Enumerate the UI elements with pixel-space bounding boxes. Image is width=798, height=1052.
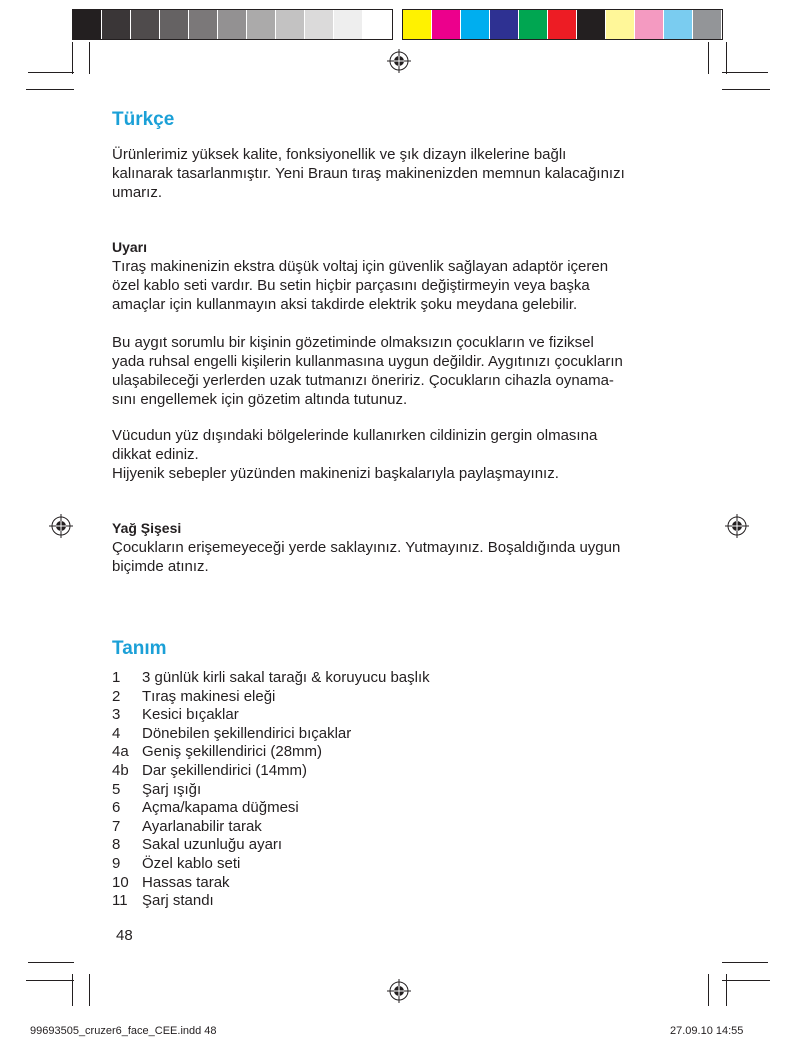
list-item-text: Dar şekillendirici (14mm) bbox=[142, 761, 308, 779]
color-swatch bbox=[548, 10, 577, 39]
warning-line: özel kablo seti vardır. Bu setin hiçbir parçasını değiştirmeyin veya başka bbox=[112, 277, 590, 294]
list-item bbox=[112, 743, 430, 762]
color-swatch bbox=[490, 10, 519, 39]
color-swatch bbox=[102, 10, 131, 39]
supervision-line: yada ruhsal engelli kişilerin kullanmasına uygun değildir. Aygıtınızı çocukların bbox=[112, 353, 623, 370]
registration-mark-icon bbox=[49, 514, 73, 538]
crop-mark bbox=[72, 974, 73, 1006]
list-item-number: 8 bbox=[112, 836, 121, 854]
oil-line: biçimde atınız. bbox=[112, 558, 209, 575]
crop-mark bbox=[708, 974, 709, 1006]
crop-mark bbox=[28, 72, 74, 73]
color-swatch bbox=[189, 10, 218, 39]
crop-mark bbox=[26, 980, 74, 981]
list-item-text: Özel kablo seti bbox=[142, 854, 241, 872]
color-swatch bbox=[693, 10, 722, 39]
parts-list bbox=[112, 669, 430, 911]
list-item-text: Şarj standı bbox=[142, 892, 214, 910]
color-swatch bbox=[276, 10, 305, 39]
skin-line: Hijyenik sebepler yüzünden makinenizi başkalarıyla paylaşmayınız. bbox=[112, 465, 559, 482]
list-item bbox=[112, 725, 430, 744]
list-item bbox=[112, 781, 430, 800]
list-item bbox=[112, 688, 430, 707]
color-swatch bbox=[131, 10, 160, 39]
crop-mark bbox=[89, 974, 90, 1006]
page-number: 48 bbox=[116, 927, 133, 944]
color-swatch bbox=[334, 10, 363, 39]
list-item-text: Sakal uzunluğu ayarı bbox=[142, 836, 283, 854]
footer-filename: 99693505_cruzer6_face_CEE.indd 48 bbox=[30, 1025, 217, 1037]
intro-line: Ürünlerimiz yüksek kalite, fonksiyonellik ve şık dizayn ilkelerine bağlı bbox=[112, 146, 567, 163]
supervision-line: sını engellemek için gözetim altında tutunuz. bbox=[112, 391, 408, 408]
oil-bottle-section bbox=[112, 519, 692, 576]
supervision-line: ulaşabileceği yerlerden uzak tutmanızı öneririz. Çocukların cihazla oynama- bbox=[112, 372, 614, 389]
supervision-line: Bu aygıt sorumlu bir kişinin gözetiminde olmaksızın çocukların ve fiziksel bbox=[112, 334, 594, 351]
list-item-text: Tıraş makinesi eleği bbox=[142, 687, 276, 705]
list-item-number: 5 bbox=[112, 780, 121, 798]
crop-mark bbox=[726, 42, 727, 74]
list-item bbox=[112, 706, 430, 725]
crop-mark bbox=[28, 962, 74, 963]
process-color-bar bbox=[402, 9, 723, 40]
list-item bbox=[112, 669, 430, 688]
crop-mark bbox=[722, 89, 770, 90]
list-item-number: 10 bbox=[112, 873, 129, 891]
supervision-paragraph bbox=[112, 333, 692, 409]
color-swatch bbox=[403, 10, 432, 39]
list-item bbox=[112, 762, 430, 781]
crop-mark bbox=[726, 974, 727, 1006]
skin-line: Vücudun yüz dışındaki bölgelerinde kullanırken cildinizin gergin olmasına bbox=[112, 427, 598, 444]
warning-section bbox=[112, 238, 692, 314]
footer-timestamp: 27.09.10 14:55 bbox=[670, 1025, 744, 1037]
color-swatch bbox=[432, 10, 461, 39]
color-swatch bbox=[160, 10, 189, 39]
list-item bbox=[112, 799, 430, 818]
list-item bbox=[112, 836, 430, 855]
crop-mark bbox=[708, 42, 709, 74]
crop-mark bbox=[72, 42, 73, 74]
intro-paragraph bbox=[112, 145, 692, 202]
oil-line: Çocukların erişemeyeceği yerde saklayınız. Yutmayınız. Boşaldığında uygun bbox=[112, 539, 621, 556]
section-title-tanim: Tanım bbox=[112, 638, 167, 659]
list-item-number: 4b bbox=[112, 761, 129, 779]
crop-mark bbox=[722, 962, 768, 963]
list-item-text: Ayarlanabilir tarak bbox=[142, 817, 262, 835]
color-swatch bbox=[363, 10, 392, 39]
registration-mark-icon bbox=[387, 979, 411, 1003]
list-item-number: 7 bbox=[112, 817, 121, 835]
color-swatch bbox=[247, 10, 276, 39]
list-item-number: 9 bbox=[112, 854, 121, 872]
color-swatch bbox=[305, 10, 334, 39]
list-item-number: 4a bbox=[112, 743, 129, 761]
list-item-text: Kesici bıçaklar bbox=[142, 706, 239, 724]
list-item-number: 3 bbox=[112, 706, 121, 724]
color-swatch bbox=[664, 10, 693, 39]
list-item-number: 11 bbox=[112, 892, 128, 910]
list-item-number: 4 bbox=[112, 724, 121, 742]
registration-mark-icon bbox=[387, 49, 411, 73]
color-swatch bbox=[635, 10, 664, 39]
intro-line: umarız. bbox=[112, 184, 163, 201]
warning-line: Tıraş makinenizin ekstra düşük voltaj için güvenlik sağlayan adaptör içeren bbox=[112, 258, 609, 275]
list-item bbox=[112, 874, 430, 893]
crop-mark bbox=[26, 89, 74, 90]
color-swatch bbox=[577, 10, 606, 39]
warning-line: amaçlar için kullanmayın aksi takdirde elektrik şoku meydana gelebilir. bbox=[112, 296, 578, 313]
skin-line: dikkat ediniz. bbox=[112, 446, 199, 463]
list-item-text: Şarj ışığı bbox=[142, 780, 202, 798]
intro-line: kalınarak tasarlanmıştır. Yeni Braun tıraş makinenizden memnun kalacağınızı bbox=[112, 165, 625, 182]
list-item bbox=[112, 892, 430, 911]
color-swatch bbox=[73, 10, 102, 39]
color-swatch bbox=[461, 10, 490, 39]
list-item-number: 2 bbox=[112, 687, 121, 705]
list-item-text: Açma/kapama düğmesi bbox=[142, 799, 299, 817]
list-item-text: 3 günlük kirli sakal tarağı & koruyucu başlık bbox=[142, 669, 430, 686]
list-item-number: 1 bbox=[112, 669, 121, 686]
list-item-text: Geniş şekillendirici (28mm) bbox=[142, 743, 323, 761]
crop-mark bbox=[89, 42, 90, 74]
grayscale-color-bar bbox=[72, 9, 393, 40]
list-item bbox=[112, 855, 430, 874]
oil-bottle-title: Yağ Şişesi bbox=[112, 520, 182, 536]
list-item-text: Dönebilen şekillendirici bıçaklar bbox=[142, 724, 352, 742]
color-swatch bbox=[606, 10, 635, 39]
crop-mark bbox=[722, 980, 770, 981]
skin-paragraph bbox=[112, 426, 692, 483]
list-item-text: Hassas tarak bbox=[142, 873, 230, 891]
warning-title: Uyarı bbox=[112, 239, 148, 255]
crop-mark bbox=[722, 72, 768, 73]
color-swatch bbox=[218, 10, 247, 39]
list-item bbox=[112, 818, 430, 837]
list-item-number: 6 bbox=[112, 799, 121, 817]
color-swatch bbox=[519, 10, 548, 39]
section-title-turkce: Türkçe bbox=[112, 109, 175, 130]
registration-mark-icon bbox=[725, 514, 749, 538]
